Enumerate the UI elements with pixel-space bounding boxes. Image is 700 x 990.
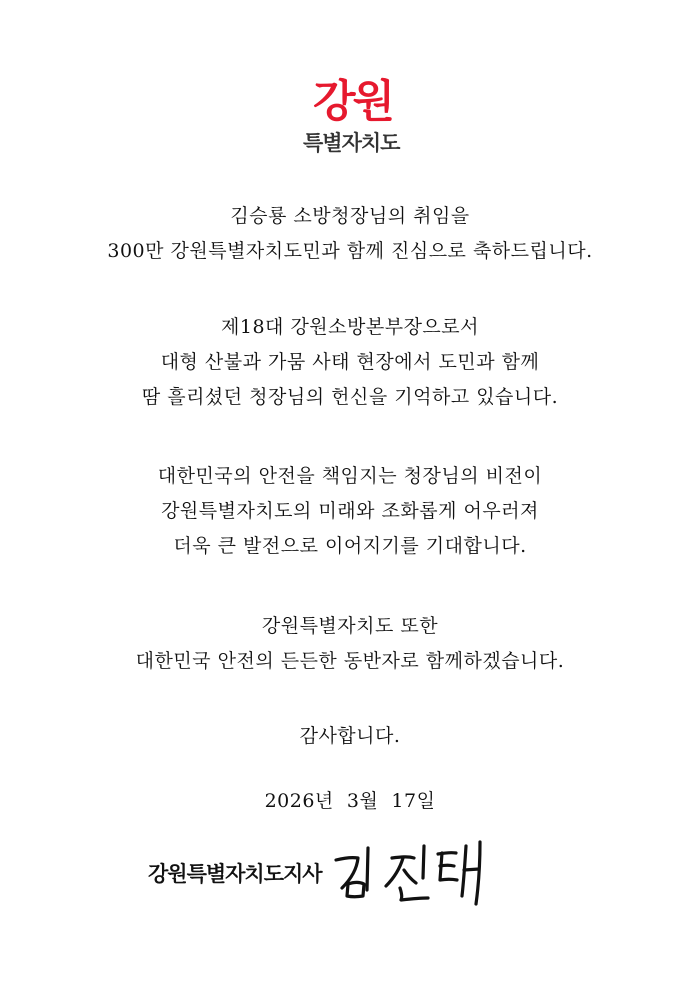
handwritten-signature [330,838,490,908]
logo-sub-text: 특별자치도 [303,131,400,155]
text-line: 제18대 강원소방본부장으로서 [221,316,479,338]
paragraph-partnership [0,609,700,679]
signature-block [148,838,490,908]
closing-line [0,719,700,754]
text-line: 대한민국의 안전을 책임지는 청장님의 비전이 [157,465,543,487]
paragraph-vision [0,459,700,564]
paragraph-congratulations [0,199,700,269]
date-text: 2026년 3월 17일 [264,790,436,812]
text-line: 300만 강원특별자치도민과 함께 진심으로 축하드립니다. [107,240,593,262]
text-line: 더욱 큰 발전으로 이어지기를 기대합니다. [173,535,527,557]
signature-title: 강원특별자치도지사 [148,862,322,886]
text-line: 대형 산불과 가뭄 사태 현장에서 도민과 함께 [160,351,540,373]
logo-main-text: 강원 [313,76,393,127]
date-line [0,784,700,819]
text-line: 김승룡 소방청장님의 취임을 [230,205,470,227]
paragraph-career [0,310,700,415]
text-line: 강원특별자치도 또한 [261,615,439,637]
text-line: 강원특별자치도의 미래와 조화롭게 어우러져 [161,500,539,522]
closing-text: 감사합니다. [299,725,401,747]
gangwon-logo [295,72,425,172]
text-line: 대한민국 안전의 든든한 동반자로 함께하겠습니다. [135,650,565,672]
text-line: 땀 흘리셨던 청장님의 헌신을 기억하고 있습니다. [141,386,559,408]
